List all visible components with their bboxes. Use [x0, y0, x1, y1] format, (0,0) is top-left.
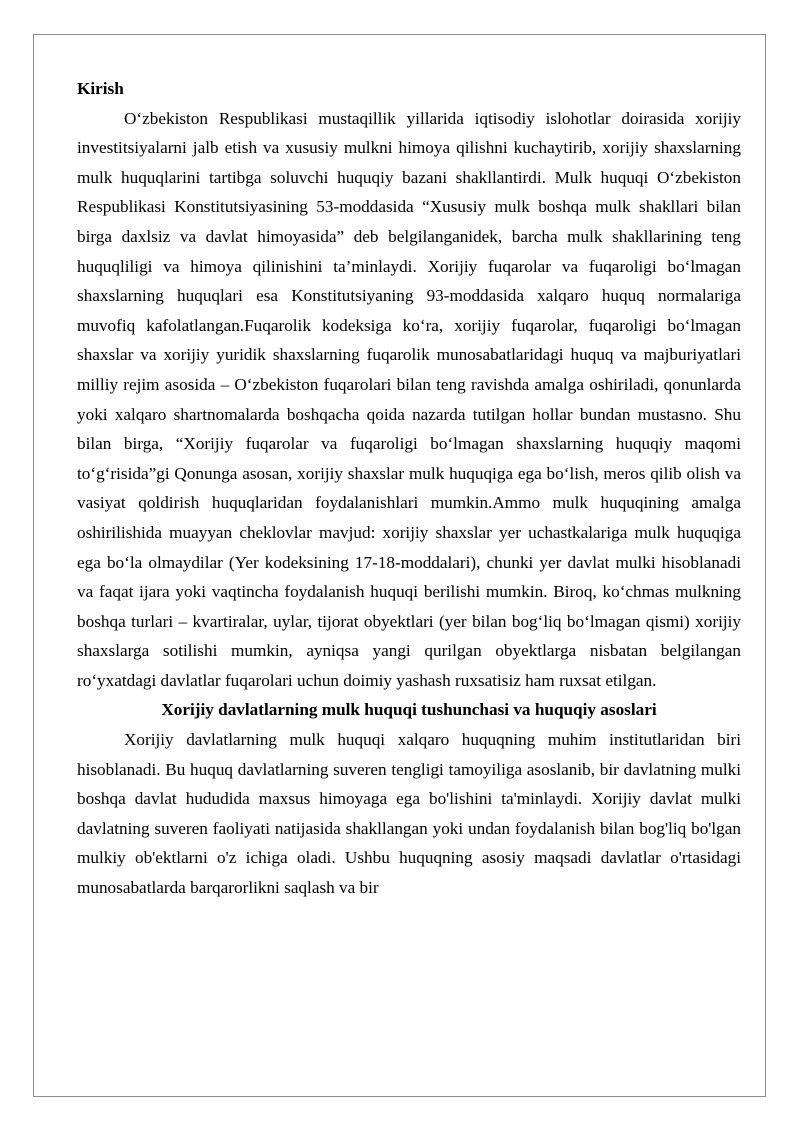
document-body: [77, 74, 741, 903]
section-subheading: Xorijiy davlatlarning mulk huquqi tushunchasi va huquqiy asoslari: [161, 700, 657, 720]
body-paragraph: Xorijiy davlatlarning mulk huquqi xalqaro huquqning muhim institutlaridan biri hisoblanadi. Bu huquq davlatlarning suveren tengligi tamoyiliga asoslanib, bir davlatning mulki boshqa davlat hududida maxsus himoyaga ega bo'lishini ta'minlaydi. Xorijiy davlat mulki davlatning suveren faoliyati natijasida shakllangan yoki undan foydalanish bilan bog'liq bo'lgan mulkiy ob'ektlarni o'z ichiga oladi. Ushbu huquqning asosiy maqsadi davlatlar o'rtasidagi munosabatlarda barqarorlikni saqlash va bir: [77, 730, 741, 898]
intro-paragraph: O‘zbekiston Respublikasi mustaqillik yillarida iqtisodiy islohotlar doirasida xorijiy investitsiyalarni jalb etish va xususiy mulkni himoya qilishni kuchaytirib, xorijiy shaxslarning mulk huquqlarini tartibga soluvchi huquqiy bazani shakllantirdi. Mulk huquqi O‘zbekiston Respublikasi Konstitutsiyasining 53-moddasida “Xususiy mulk boshqa mulk shakllari bilan birga daxlsiz va davlat himoyasida” deb belgilanganidek, barcha mulk shakllarining teng huquqliligi va himoya qilinishini ta’minlaydi. Xorijiy fuqarolar va fuqaroligi bo‘lmagan shaxslarning huquqlari esa Konstitutsiyaning 93-moddasida xalqaro huquq normalariga muvofiq kafolatlangan.Fuqarolik kodeksiga ko‘ra, xorijiy fuqarolar, fuqaroligi bo‘lmagan shaxslar va xorijiy yuridik shaxslarning fuqarolik munosabatlaridagi huquq va majburiyatlari milliy rejim asosida – O‘zbekiston fuqarolari bilan teng ravishda amalga oshiriladi, qonunlarda yoki xalqaro shartnomalarda boshqacha qoida nazarda tutilgan hollar bundan mustasno. Shu bilan birga, “Xorijiy fuqarolar va fuqaroligi bo‘lmagan shaxslarning huquqiy maqomi to‘g‘risida”gi Qonunga asosan, xorijiy shaxslar mulk huquqiga ega bo‘lish, meros qilib olish va vasiyat qoldirish huquqlaridan foydalanishlari mumkin.Ammo mulk huquqining amalga oshirilishida muayyan cheklovlar mavjud: xorijiy shaxslar yer uchastkalariga mulk huquqiga ega bo‘la olmaydilar (Yer kodeksining 17-18-moddalari), chunki yer davlat mulki hisoblanadi va faqat ijara yoki vaqtincha foydalanish huquqi berilishi mumkin. Biroq, ko‘chmas mulkning boshqa turlari – kvartiralar, uylar, tijorat obyektlari (yer bilan bog‘liq bo‘lmagan qismi) xorijiy shaxslarga sotilishi mumkin, ayniqsa yangi qurilgan obyektlarga nisbatan belgilangan ro‘yxatdagi davlatlar fuqarolari uchun doimiy yashash ruxsatisiz ham ruxsat etilgan.: [77, 108, 741, 690]
section-heading: Kirish: [77, 79, 124, 98]
